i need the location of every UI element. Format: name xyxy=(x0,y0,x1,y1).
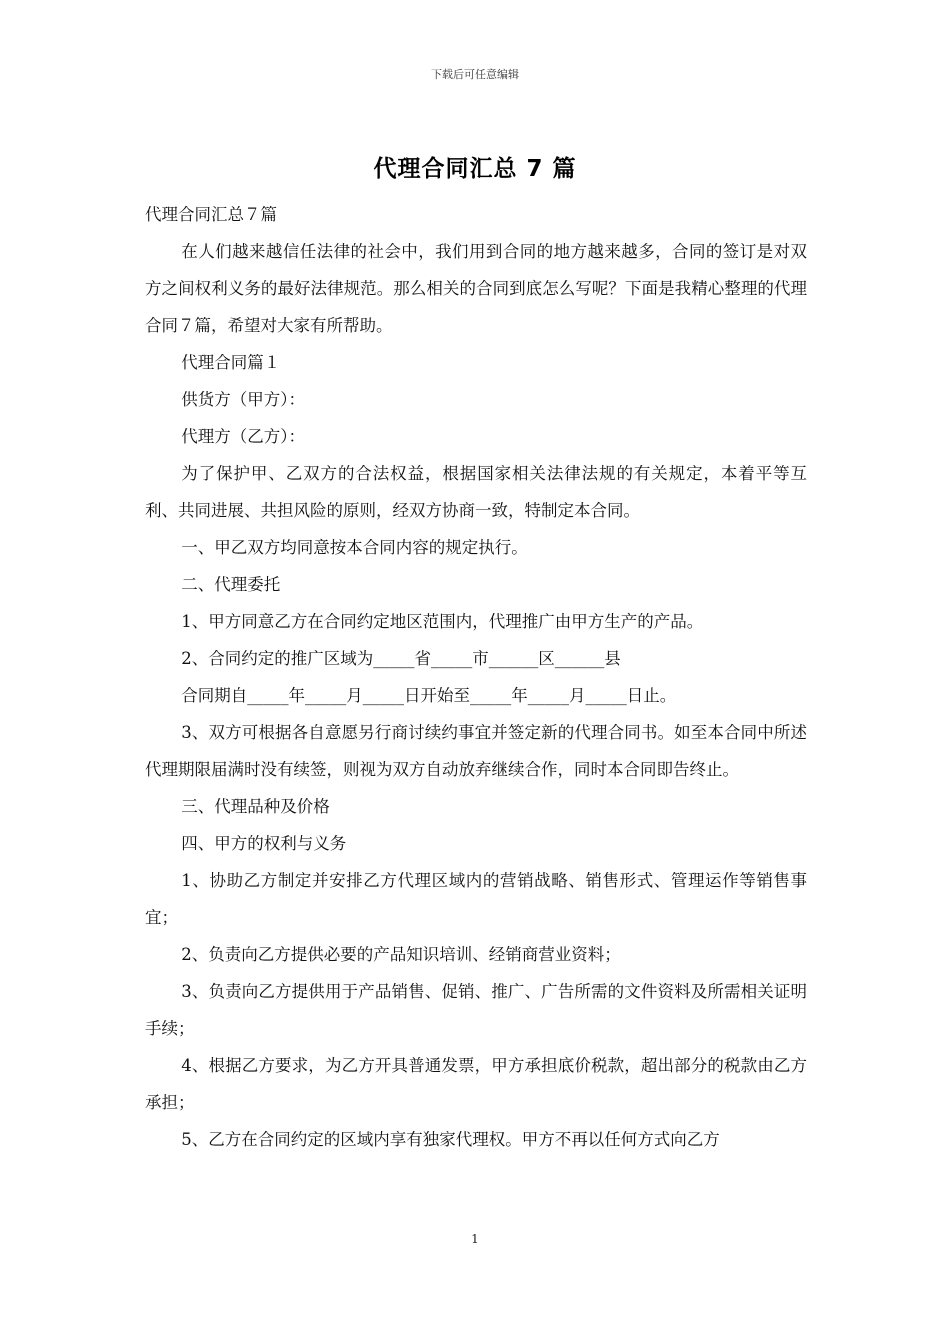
subtitle-paragraph: 代理合同汇总７篇 xyxy=(145,205,277,224)
body-paragraph: 1、协助乙方制定并安排乙方代理区域内的营销战略、销售形式、管理运作等销售事宜； xyxy=(145,871,807,927)
document-body xyxy=(145,196,807,1158)
section-heading: 三、代理品种及价格 xyxy=(181,797,330,816)
body-paragraph: 为了保护甲、乙双方的合法权益，根据国家相关法律法规的有关规定，本着平等互利、共同进展、共担风险的原则，经双方协商一致，特制定本合同。 xyxy=(145,464,807,520)
body-paragraph: 在人们越来越信任法律的社会中，我们用到合同的地方越来越多，合同的签订是对双方之间权利义务的最好法律规范。那么相关的合同到底怎么写呢？下面是我精心整理的代理合同７篇，希望对大家有所帮助。 xyxy=(145,242,807,335)
page-number: 1 xyxy=(471,1232,479,1246)
body-paragraph: 2、负责向乙方提供必要的产品知识培训、经销商营业资料； xyxy=(181,945,621,964)
section-heading: 代理合同篇１ xyxy=(181,353,281,372)
body-paragraph: 4、根据乙方要求，为乙方开具普通发票，甲方承担底价税款，超出部分的税款由乙方承担； xyxy=(145,1056,807,1112)
body-paragraph: 供货方（甲方）： xyxy=(181,390,306,409)
section-heading: 二、代理委托 xyxy=(181,575,281,594)
section-heading: 四、甲方的权利与义务 xyxy=(181,834,347,853)
body-paragraph: 3、负责向乙方提供用于产品销售、促销、推广、广告所需的文件资料及所需相关证明手续； xyxy=(145,982,807,1038)
body-paragraph: 合同期自_____年_____月_____日开始至_____年_____月_____日止。 xyxy=(181,686,677,705)
document-title: 代理合同汇总 7 篇 xyxy=(373,156,577,182)
body-paragraph: 代理方（乙方）： xyxy=(181,427,306,446)
header-note: 下载后可任意编辑 xyxy=(431,68,519,81)
body-paragraph: 2、合同约定的推广区域为_____省_____市______区______县 xyxy=(181,649,621,668)
body-paragraph: 一、甲乙双方均同意按本合同内容的规定执行。 xyxy=(181,538,528,557)
body-paragraph: 5、乙方在合同约定的区域内享有独家代理权。甲方不再以任何方式向乙方 xyxy=(181,1130,720,1149)
body-paragraph: 3、双方可根据各自意愿另行商讨续约事宜并签定新的代理合同书。如至本合同中所述代理期限届满时没有续签，则视为双方自动放弃继续合作，同时本合同即告终止。 xyxy=(145,723,807,779)
body-paragraph: 1、甲方同意乙方在合同约定地区范围内，代理推广由甲方生产的产品。 xyxy=(181,612,704,631)
